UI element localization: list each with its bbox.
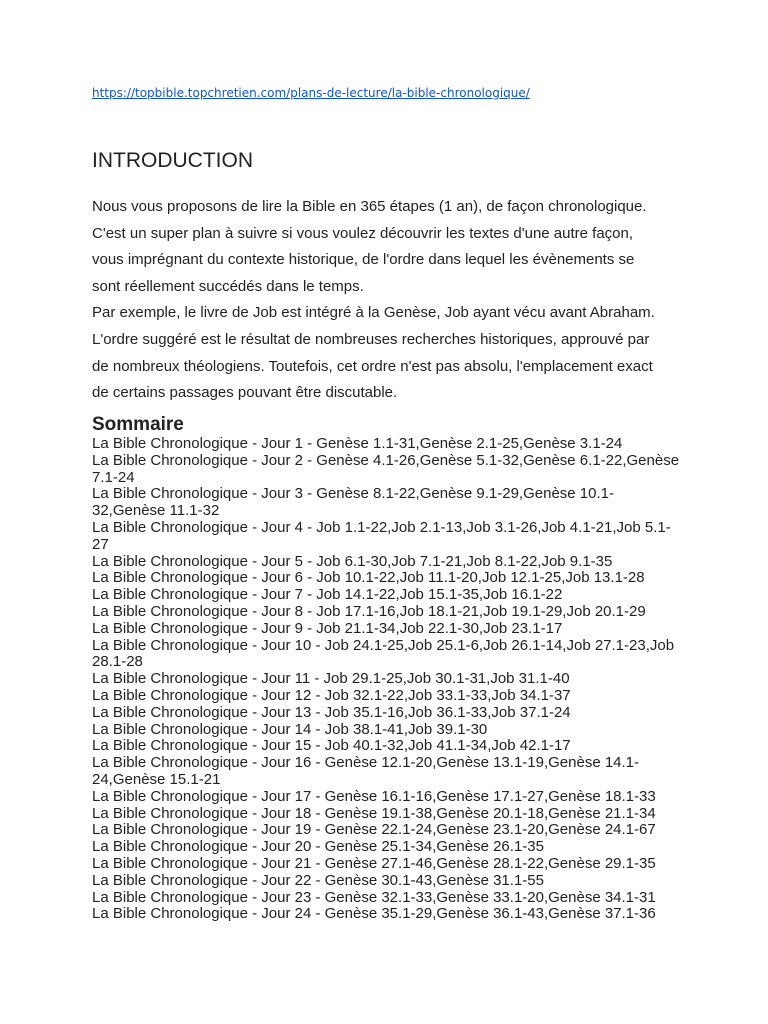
sommaire-item-jour-2[interactable]: La Bible Chronologique - Jour 2 - Genèse 4.1-26,Genèse 5.1-32,Genèse 6.1-22,Genèse 7.1-24 xyxy=(92,451,680,486)
intro-line: vous imprégnant du contexte historique, de l'ordre dans lequel les évènements se xyxy=(92,251,635,269)
intro-line: de nombreux théologiens. Toutefois, cet ordre n'est pas absolu, l'emplacement exact xyxy=(92,357,653,375)
sommaire-list xyxy=(92,436,682,923)
sommaire-item-jour-18[interactable]: La Bible Chronologique - Jour 18 - Genèse 19.1-38,Genèse 20.1-18,Genèse 21.1-34 xyxy=(92,804,656,822)
sommaire-item-jour-4[interactable]: La Bible Chronologique - Jour 4 - Job 1.1-22,Job 2.1-13,Job 3.1-26,Job 4.1-21,Job 5.1-27 xyxy=(92,518,671,553)
sommaire-item-jour-20[interactable]: La Bible Chronologique - Jour 20 - Genèse 25.1-34,Genèse 26.1-35 xyxy=(92,838,544,856)
sommaire-item-jour-9[interactable]: La Bible Chronologique - Jour 9 - Job 21.1-34,Job 22.1-30,Job 23.1-17 xyxy=(92,619,563,637)
sommaire-item-jour-5[interactable]: La Bible Chronologique - Jour 5 - Job 6.1-30,Job 7.1-21,Job 8.1-22,Job 9.1-35 xyxy=(92,552,613,570)
sommaire-item-jour-7[interactable]: La Bible Chronologique - Jour 7 - Job 14.1-22,Job 15.1-35,Job 16.1-22 xyxy=(92,586,563,604)
sommaire-item-jour-16[interactable]: La Bible Chronologique - Jour 16 - Genèse 12.1-20,Genèse 13.1-19,Genèse 14.1-24,Genèse 15.1-21 xyxy=(92,754,640,788)
sommaire-item-jour-13[interactable]: La Bible Chronologique - Jour 13 - Job 35.1-16,Job 36.1-33,Job 37.1-24 xyxy=(92,703,571,721)
intro-line: de certains passages pouvant être discutable. xyxy=(92,384,398,402)
sommaire-item-jour-15[interactable]: La Bible Chronologique - Jour 15 - Job 40.1-32,Job 41.1-34,Job 42.1-17 xyxy=(92,737,571,755)
sommaire-item-jour-24[interactable]: La Bible Chronologique - Jour 24 - Genèse 35.1-29,Genèse 36.1-43,Genèse 37.1-36 xyxy=(92,905,656,923)
intro-line: sont réellement succédés dans le temps. xyxy=(92,277,364,295)
sommaire-item-jour-21[interactable]: La Bible Chronologique - Jour 21 - Genèse 27.1-46,Genèse 28.1-22,Genèse 29.1-35 xyxy=(92,854,656,872)
sommaire-item-jour-3[interactable]: La Bible Chronologique - Jour 3 - Genèse 8.1-22,Genèse 9.1-29,Genèse 10.1-32,Genèse 11.1-32 xyxy=(92,485,614,520)
sommaire-item-jour-1[interactable]: La Bible Chronologique - Jour 1 - Genèse 1.1-31,Genèse 2.1-25,Genèse 3.1-24 xyxy=(92,435,623,452)
sommaire-item-jour-12[interactable]: La Bible Chronologique - Jour 12 - Job 32.1-22,Job 33.1-33,Job 34.1-37 xyxy=(92,686,571,704)
source-url-link[interactable]: https://topbible.topchretien.com/plans-de-lecture/la-bible-chronologique/ xyxy=(92,86,530,100)
sommaire-item-jour-11[interactable]: La Bible Chronologique - Jour 11 - Job 29.1-25,Job 30.1-31,Job 31.1-40 xyxy=(92,670,570,688)
intro-line: Par exemple, le livre de Job est intégré à la Genèse, Job ayant vécu avant Abraham. xyxy=(92,304,655,322)
sommaire-item-jour-17[interactable]: La Bible Chronologique - Jour 17 - Genèse 16.1-16,Genèse 17.1-27,Genèse 18.1-33 xyxy=(92,787,656,805)
sommaire-item-jour-8[interactable]: La Bible Chronologique - Jour 8 - Job 17.1-16,Job 18.1-21,Job 19.1-29,Job 20.1-29 xyxy=(92,602,646,620)
sommaire-item-jour-10[interactable]: La Bible Chronologique - Jour 10 - Job 24.1-25,Job 25.1-6,Job 26.1-14,Job 27.1-23,Job 28.1-28 xyxy=(92,636,675,671)
introduction-body xyxy=(92,194,692,407)
sommaire-item-jour-23[interactable]: La Bible Chronologique - Jour 23 - Genèse 32.1-33,Genèse 33.1-20,Genèse 34.1-31 xyxy=(92,888,656,906)
introduction-heading: INTRODUCTION xyxy=(92,149,253,172)
intro-line: C'est un super plan à suivre si vous voulez découvrir les textes d'une autre façon, xyxy=(92,224,634,242)
sommaire-item-jour-22[interactable]: La Bible Chronologique - Jour 22 - Genèse 30.1-43,Genèse 31.1-55 xyxy=(92,871,544,889)
intro-line: L'ordre suggéré est le résultat de nombreuses recherches historiques, approuvé par xyxy=(92,330,650,348)
intro-line: Nous vous proposons de lire la Bible en 365 étapes (1 an), de façon chronologique. xyxy=(92,198,647,215)
sommaire-item-jour-19[interactable]: La Bible Chronologique - Jour 19 - Genèse 22.1-24,Genèse 23.1-20,Genèse 24.1-67 xyxy=(92,821,656,839)
sommaire-item-jour-6[interactable]: La Bible Chronologique - Jour 6 - Job 10.1-22,Job 11.1-20,Job 12.1-25,Job 13.1-28 xyxy=(92,569,645,587)
sommaire-item-jour-14[interactable]: La Bible Chronologique - Jour 14 - Job 38.1-41,Job 39.1-30 xyxy=(92,720,488,738)
sommaire-heading: Sommaire xyxy=(92,414,184,435)
